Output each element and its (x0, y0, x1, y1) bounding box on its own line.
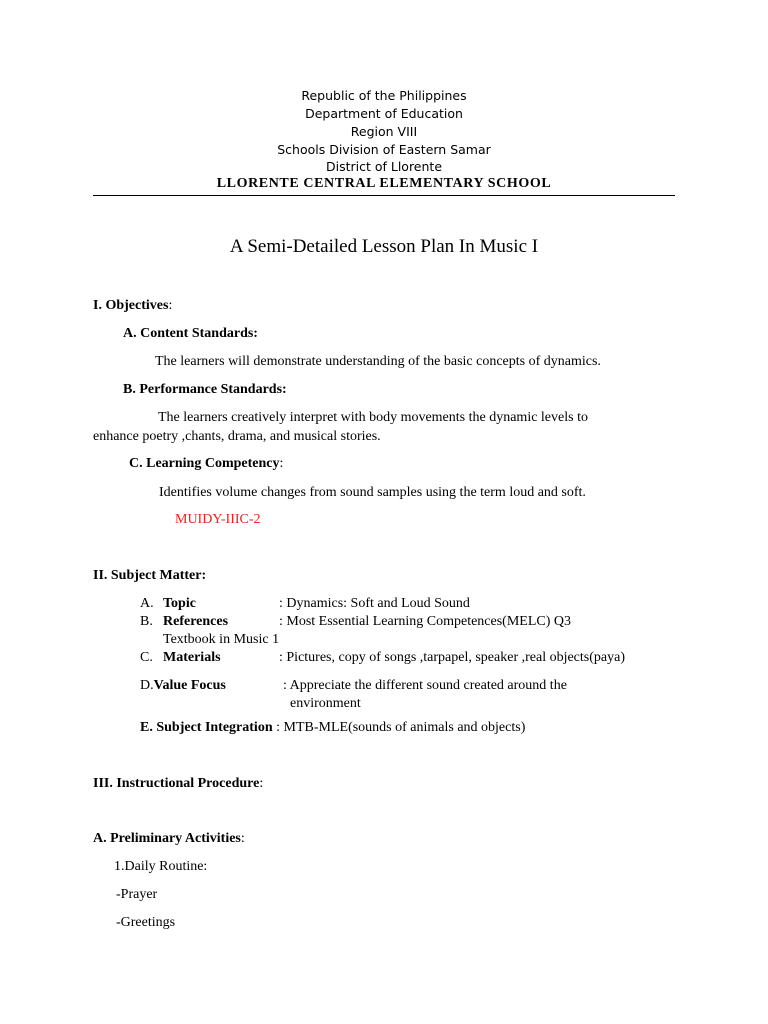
objectives-heading (93, 297, 172, 315)
value-focus-label-text: Value Focus (153, 678, 226, 693)
header-department: Department of Education (305, 106, 463, 121)
daily-routine: 1.Daily Routine: (114, 859, 208, 874)
procedure-heading (93, 775, 263, 793)
subject-integration-label: E. Subject Integration (140, 720, 273, 735)
materials-value: : Pictures, copy of songs ,tarpapel, speaker ,real objects(paya) (279, 650, 625, 665)
header-division: Schools Division of Eastern Samar (277, 142, 491, 157)
preliminary-heading-text: A. Preliminary Activities (93, 831, 241, 846)
competency-code: MUIDY-IIIC-2 (175, 512, 261, 527)
learning-competency-text: Identifies volume changes from sound samples using the term loud and soft. (159, 485, 586, 500)
value-focus-label (140, 677, 226, 695)
materials-label: Materials (163, 650, 221, 665)
value-focus-marker: D. (140, 678, 154, 693)
performance-standards-heading: B. Performance Standards: (123, 382, 287, 397)
value-focus-value-line1: : Appreciate the different sound created around the (283, 678, 567, 693)
objectives-heading-text: I. Objectives (93, 298, 169, 313)
learning-competency-heading-colon: : (279, 456, 284, 471)
content-standards-text: The learners will demonstrate understanding of the basic concepts of dynamics. (155, 354, 601, 369)
performance-standards-text-line2: enhance poetry ,chants, drama, and musical stories. (93, 429, 381, 444)
header-divider (93, 195, 675, 196)
subject-integration-value: : MTB-MLE(sounds of animals and objects) (272, 720, 526, 735)
topic-value: : Dynamics: Soft and Loud Sound (279, 596, 470, 611)
procedure-heading-colon: : (259, 776, 264, 791)
learning-competency-heading (129, 455, 283, 473)
references-value: : Most Essential Learning Competences(MELC) Q3 (279, 614, 571, 629)
materials-marker: C. (140, 650, 153, 665)
value-focus-value-line2: environment (290, 696, 361, 711)
learning-competency-heading-text: C. Learning Competency (129, 456, 280, 471)
content-standards-heading: A. Content Standards: (123, 326, 258, 341)
subject-matter-heading: II. Subject Matter: (93, 568, 207, 583)
prayer-item: -Prayer (116, 887, 158, 902)
performance-standards-text-line1: The learners creatively interpret with body movements the dynamic levels to (158, 410, 588, 425)
header-district: District of Llorente (325, 159, 443, 174)
topic-label: Topic (163, 596, 196, 611)
preliminary-heading (93, 830, 245, 848)
lesson-plan-title: A Semi-Detailed Lesson Plan In Music I (229, 236, 539, 257)
subject-integration (140, 719, 525, 737)
header-republic: Republic of the Philippines (301, 88, 467, 103)
school-name: LLORENTE CENTRAL ELEMENTARY SCHOOL (216, 176, 552, 191)
references-label: References (163, 614, 229, 629)
references-extra: Textbook in Music 1 (163, 632, 280, 647)
topic-marker: A. (140, 596, 154, 611)
greetings-item: -Greetings (116, 915, 176, 930)
references-marker: B. (140, 614, 153, 629)
procedure-heading-text: III. Instructional Procedure (93, 776, 260, 791)
preliminary-heading-colon: : (240, 831, 245, 846)
objectives-heading-colon: : (168, 298, 173, 313)
header-region: Region VIII (350, 124, 418, 139)
